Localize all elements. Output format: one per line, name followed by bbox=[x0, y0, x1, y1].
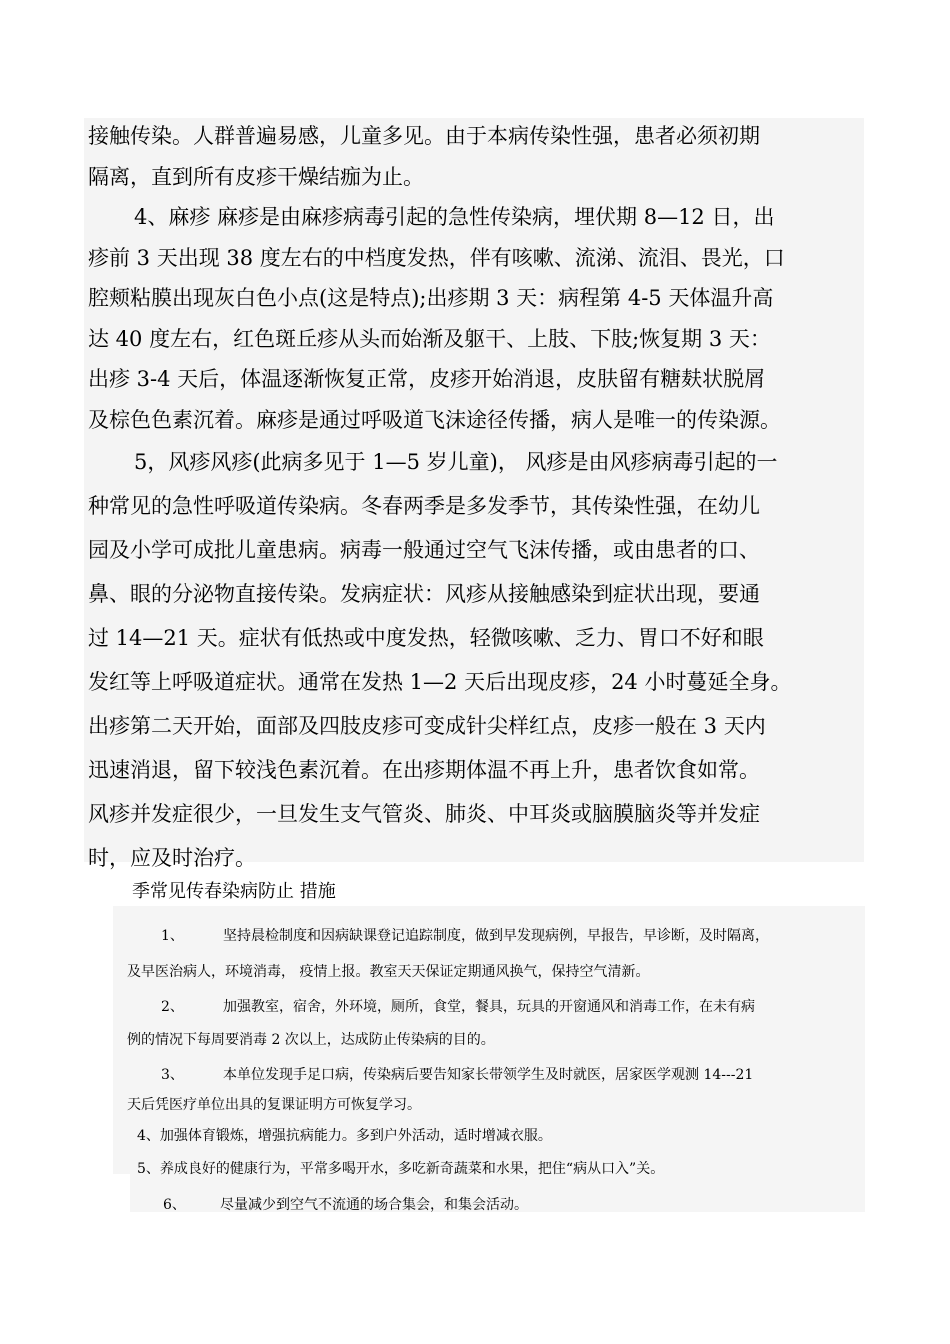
rubella-paragraph-line: 园及小学可成批儿童患病。病毒一般通过空气飞沫传播，或由患者的口、 bbox=[88, 538, 760, 562]
measure-text: 坚持晨检制度和因病缺课登记追踪制度，做到早发现病例，早报告，早诊断，及时隔离， bbox=[223, 928, 769, 944]
measure-item-2 bbox=[161, 996, 755, 1016]
disease-description-section bbox=[88, 116, 878, 880]
paragraph-line: 接触传染。人群普遍易感，儿童多见。由于本病传染性强，患者必须初期 bbox=[88, 124, 760, 148]
rubella-paragraph-line: 5，风疹风疹(此病多见于 1—5 岁儿童)， 风疹是由风疹病毒引起的一 bbox=[134, 450, 778, 474]
measure-text: 尽量减少到空气不流通的场合集会，和集会活动。 bbox=[220, 1197, 528, 1213]
measles-paragraph-line: 4、麻疹 麻疹是由麻疹病毒引起的急性传染病，埋伏期 8—12 日，出 bbox=[134, 205, 775, 229]
list-number: 6、 bbox=[163, 1197, 186, 1213]
measles-paragraph-line: 腔颊粘膜出现灰白色小点(这是特点);出疹期 3 天：病程第 4-5 天体温升高 bbox=[88, 286, 774, 310]
list-number: 2、 bbox=[161, 999, 184, 1015]
list-number: 1、 bbox=[161, 928, 184, 944]
rubella-paragraph-line: 发红等上呼吸道症状。通常在发热 1—2 天后出现皮疹，24 小时蔓延全身。 bbox=[88, 670, 792, 694]
measure-item-5: 5、养成良好的健康行为，平常多喝开水，多吃新奇蔬菜和水果，把住“病从口入”关。 bbox=[137, 1161, 665, 1177]
measles-paragraph-line: 出疹 3-4 天后，体温逐渐恢复正常，皮疹开始消退，皮肤留有糖麸状脱屑 bbox=[88, 367, 766, 391]
section-heading: 季常见传春染病防止 措施 bbox=[132, 881, 336, 902]
rubella-paragraph-line: 迅速消退，留下较浅色素沉着。在出疹期体温不再上升，患者饮食如常。 bbox=[88, 758, 760, 782]
rubella-paragraph-line: 鼻、眼的分泌物直接传染。发病症状：风疹从接触感染到症状出现，要通 bbox=[88, 582, 760, 606]
measure-item-1 bbox=[161, 925, 769, 945]
rubella-paragraph-line: 出疹第二天开始，面部及四肢皮疹可变成针尖样红点，皮疹一般在 3 天内 bbox=[88, 714, 766, 738]
measure-item-2-cont: 例的情况下每周要消毒 2 次以上，达成防止传染病的目的。 bbox=[127, 1032, 495, 1048]
measles-paragraph-line: 疹前 3 天出现 38 度左右的中档度发热，伴有咳嗽、流涕、流泪、畏光，口 bbox=[88, 245, 785, 270]
measure-text: 加强教室，宿舍，外环境，厕所，食堂，餐具，玩具的开窗通风和消毒工作，在未有病 bbox=[223, 999, 755, 1015]
paragraph-line: 隔离，直到所有皮疹干燥结痂为止。 bbox=[88, 164, 424, 189]
measure-item-6 bbox=[163, 1194, 528, 1214]
measure-item-1-cont: 及早医治病人，环境消毒， 疫情上报。教室天天保证定期通风换气，保持空气清新。 bbox=[127, 964, 650, 980]
measles-paragraph-line: 达 40 度左右，红色斑丘疹从头而始渐及躯干、上肢、下肢;恢复期 3 天： bbox=[88, 326, 771, 351]
rubella-paragraph-line: 风疹并发症很少，一旦发生支气管炎、肺炎、中耳炎或脑膜脑炎等并发症 bbox=[88, 802, 760, 826]
measure-item-3-cont: 天后凭医疗单位出具的复课证明方可恢复学习。 bbox=[127, 1097, 421, 1113]
rubella-paragraph-line: 种常见的急性呼吸道传染病。冬春两季是多发季节，其传染性强，在幼儿 bbox=[88, 494, 760, 518]
measure-text: 本单位发现手足口病，传染病后要告知家长带领学生及时就医，居家医学观测 14---21 bbox=[223, 1067, 754, 1083]
measure-item-4: 4、加强体育锻炼，增强抗病能力。多到户外活动，适时增减衣服。 bbox=[137, 1128, 552, 1144]
measles-paragraph-line: 及棕色色素沉着。麻疹是通过呼吸道飞沫途径传播，病人是唯一的传染源。 bbox=[88, 407, 781, 432]
measure-item-3 bbox=[161, 1064, 753, 1084]
rubella-paragraph-line: 过 14—21 天。症状有低热或中度发热，轻微咳嗽、乏力、胃口不好和眼 bbox=[88, 626, 764, 650]
list-number: 3、 bbox=[161, 1067, 184, 1083]
rubella-paragraph-line: 时，应及时治疗。 bbox=[88, 846, 256, 870]
